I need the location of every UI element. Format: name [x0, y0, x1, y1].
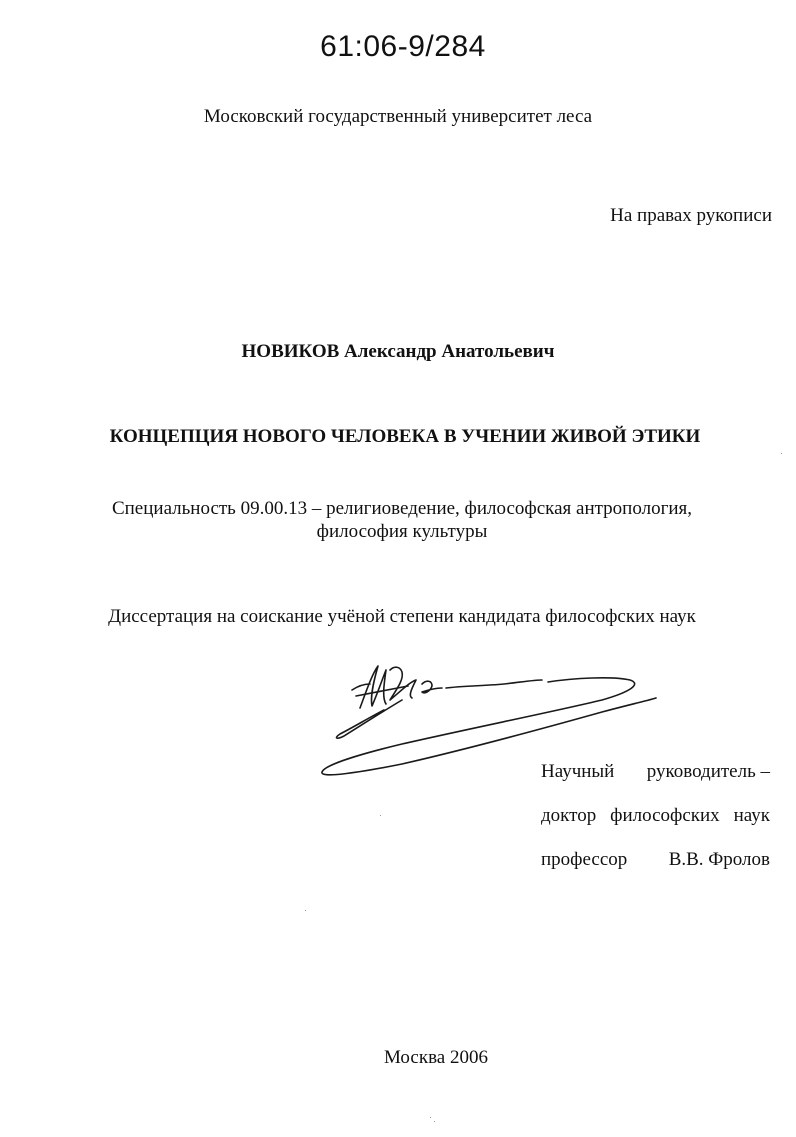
- specialty: [0, 497, 796, 543]
- scan-speck: [305, 910, 306, 911]
- advisor-role: [541, 761, 770, 783]
- catalog-number: 61:06-9/284: [320, 30, 486, 63]
- advisor-role-word-2: руководитель –: [646, 761, 770, 782]
- scan-speck: [781, 453, 782, 454]
- dissertation-title: КОНЦЕПЦИЯ НОВОГО ЧЕЛОВЕКА В УЧЕНИИ ЖИВОЙ ЭТИКИ: [109, 426, 701, 447]
- scan-speck: [430, 1117, 431, 1118]
- advisor-degree-word-2: философских: [610, 805, 720, 826]
- advisor-role-word-1: Научный: [541, 761, 615, 782]
- university-name: Московский государственный университет леса: [203, 106, 593, 127]
- degree-statement: Диссертация на соискание учёной степени кандидата философских наук: [108, 606, 696, 627]
- advisor-degree: [541, 805, 770, 827]
- scan-speck: [434, 1121, 435, 1122]
- advisor-degree-word-3: наук: [733, 805, 770, 826]
- specialty-line-2: философия культуры: [316, 521, 488, 542]
- scan-speck: [380, 815, 381, 816]
- advisor-degree-word-1: доктор: [541, 805, 597, 826]
- author-name: НОВИКОВ Александр Анатольевич: [241, 341, 555, 362]
- advisor-name-line: [541, 849, 770, 871]
- advisor-name: В.В. Фролов: [668, 849, 770, 870]
- city-year: Москва 2006: [384, 1047, 488, 1068]
- specialty-line-1: Специальность 09.00.13 – религиоведение, философская антропология,: [111, 498, 693, 519]
- advisor-rank: профессор: [541, 849, 628, 870]
- rights-note: На правах рукописи: [610, 205, 772, 226]
